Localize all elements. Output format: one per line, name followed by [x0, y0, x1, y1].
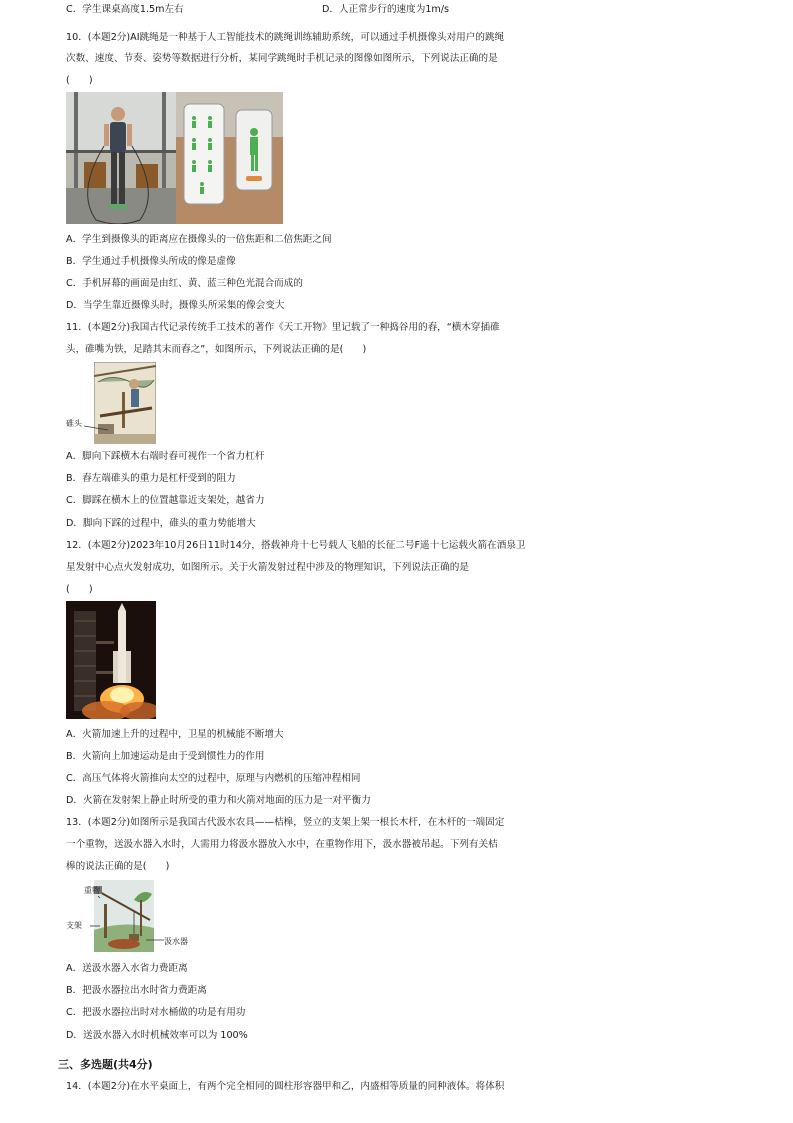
- q13-option-c: C．把汲水器拉出时对水桶做的功是有用功: [66, 1007, 246, 1018]
- jump-rope-photo: [66, 92, 283, 224]
- q12-option-a: A．火箭加速上升的过程中，卫星的机械能不断增大: [66, 729, 284, 740]
- q11-option-d: D．脚向下踩的过程中，碓头的重力势能增大: [66, 518, 256, 529]
- q12-option-d: D．火箭在发射架上静止时所受的重力和火箭对地面的压力是一对平衡力: [66, 795, 371, 806]
- q13-stem-line1: 13．(本题2分)如图所示是我国古代汲水农具——桔槔，竖立的支架上架一根长木杆，在木杆的一端固定: [66, 817, 505, 828]
- q9-option-c: C．学生课桌高度1.5m左右: [66, 4, 184, 15]
- q13-option-d: D．送汲水器入水时机械效率可以为 100%: [66, 1030, 248, 1041]
- q11-option-c: C．脚踩在横木上的位置越靠近支架处，越省力: [66, 495, 265, 506]
- q14-stem-line1: 14．(本题2分)在水平桌面上，有两个完全相同的圆柱形容器甲和乙，内盛相等质量的同种液体。将体积: [66, 1081, 505, 1092]
- q10-figure-jump-rope: [66, 92, 283, 224]
- q13-label-weight: 重物: [84, 886, 100, 895]
- q13-stem-line2: 一个重物，送汲水器入水时，人需用力将汲水器放入水中，在重物作用下，汲水器被吊起。下列有关桔: [66, 839, 498, 850]
- rocket-launch-photo: [66, 601, 156, 719]
- q13-label-bucket: 汲水器: [164, 937, 188, 946]
- q10-stem-line1: 10．(本题2分)AI跳绳是一种基于人工智能技术的跳绳训练辅助系统，可以通过手机摄像头对用户的跳绳: [66, 32, 505, 43]
- q11-label-leader-line: [84, 420, 110, 432]
- q11-option-b: B．舂左端碓头的重力是杠杆受到的阻力: [66, 473, 236, 484]
- q13-option-b: B．把汲水器拉出水时省力费距离: [66, 985, 207, 996]
- q12-stem-line2: 星发射中心点火发射成功，如图所示。关于火箭发射过程中涉及的物理知识，下列说法正确的是: [66, 562, 469, 573]
- q13-label-leader-lines: [86, 890, 166, 946]
- q13-stem-line3: 槔的说法正确的是( ): [66, 861, 170, 872]
- q11-stem-line2: 头，碓嘴为铁，足踏其末而舂之”，如图所示，下列说法正确的是( ): [66, 344, 367, 355]
- q10-blank: ( ): [66, 75, 93, 86]
- section-multiple-choice-title: 三、多选题(共4分): [58, 1058, 153, 1071]
- q12-option-c: C．高压气体将火箭推向太空的过程中，原理与内燃机的压缩冲程相同: [66, 773, 361, 784]
- q10-option-c: C．手机屏幕的画面是由红、黄、蓝三种色光混合而成的: [66, 278, 303, 289]
- q12-figure-rocket: [66, 601, 156, 719]
- q11-option-a: A．脚向下踩横木右端时舂可视作一个省力杠杆: [66, 451, 265, 462]
- q12-blank: ( ): [66, 584, 93, 595]
- q11-label-pestle-head: 碓头: [66, 419, 82, 428]
- q11-stem-line1: 11．(本题2分)我国古代记录传统手工技术的著作《天工开物》里记载了一种捣谷用的舂，“横木穿插碓: [66, 322, 500, 333]
- q13-option-a: A．送汲水器入水省力费距离: [66, 963, 188, 974]
- q9-option-d: D．人正常步行的速度为1m/s: [322, 4, 450, 15]
- q10-option-d: D．当学生靠近摄像头时，摄像头所采集的像会变大: [66, 300, 285, 311]
- q13-label-support: 支架: [66, 921, 82, 930]
- q12-option-b: B．火箭向上加速运动是由于受到惯性力的作用: [66, 751, 265, 762]
- q10-option-b: B．学生通过手机摄像头所成的像是虚像: [66, 256, 236, 267]
- q10-option-a: A．学生到摄像头的距离应在摄像头的一倍焦距和二倍焦距之间: [66, 234, 332, 245]
- q10-stem-line2: 次数、速度、节奏、姿势等数据进行分析，某同学跳绳时手机记录的图像如图所示，下列说法正确的是: [66, 53, 498, 64]
- q12-stem-line1: 12．(本题2分)2023年10月26日11时14分，搭载神舟十七号载人飞船的长征二号F遥十七运载火箭在酒泉卫: [66, 540, 526, 551]
